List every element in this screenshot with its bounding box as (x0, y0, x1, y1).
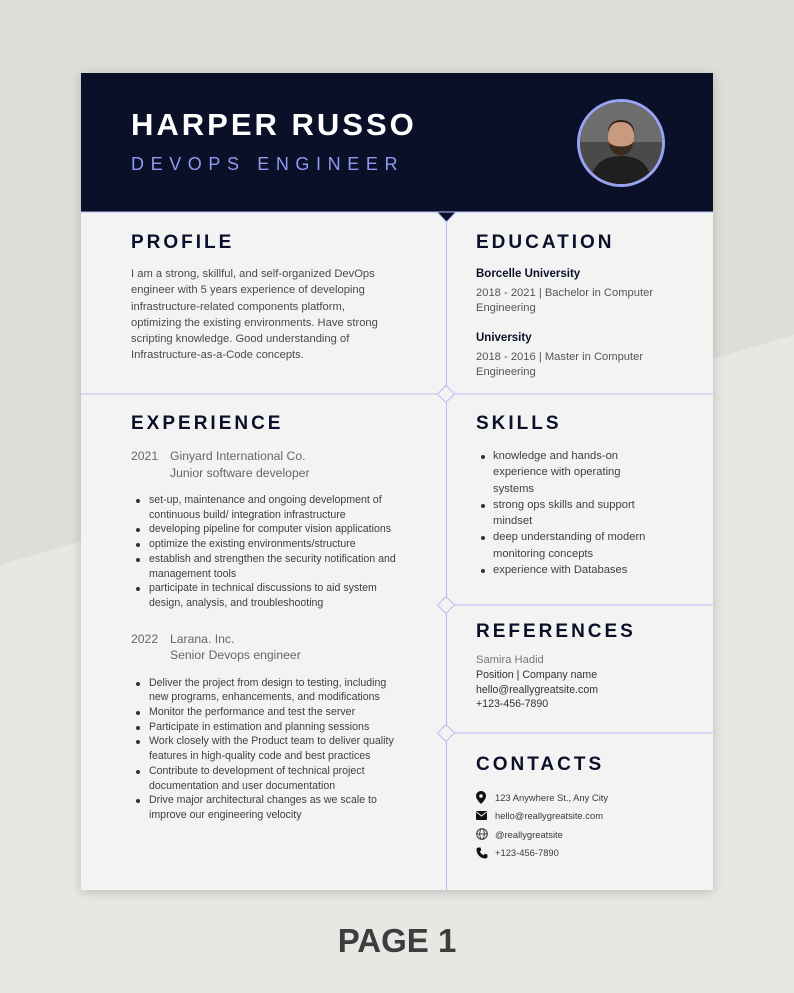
education-heading: EDUCATION (476, 232, 615, 253)
contact-website[interactable]: @reallygreatsite (476, 825, 706, 844)
candidate-name: HARPER RUSSO (131, 107, 417, 142)
job-entry (131, 631, 431, 823)
skill-item: knowledge and hands-on experience with operating systems (476, 448, 706, 497)
job-header (131, 631, 431, 664)
profile-text (131, 266, 431, 364)
education-item (476, 266, 706, 316)
job-company: Ginyard International Co. (170, 449, 306, 463)
experience-section (131, 413, 431, 823)
globe-icon (476, 828, 495, 840)
contacts-section (476, 754, 706, 862)
job-role: Senior Devops engineer (170, 648, 301, 663)
bullet-item: developing pipeline for computer vision applications (131, 522, 431, 537)
education-detail-line: 2018 - 2016 | Master in Computer (476, 351, 644, 363)
profile-line: I am a strong, skillful, and self-organized DevOps (131, 268, 375, 280)
location-pin-icon (476, 791, 495, 804)
job-header (131, 448, 431, 481)
bullet-item: participate in technical discussions to aid system design, analysis, and troubleshooting (131, 581, 431, 610)
experience-heading: EXPERIENCE (131, 413, 284, 434)
job-company: Larana. Inc. (170, 631, 235, 646)
job-bullets (131, 493, 431, 611)
profile-line: scripting knowledge. Good understanding of (131, 333, 350, 346)
job-year: 2022 (131, 631, 159, 646)
references-section (476, 621, 706, 712)
education-school: University (476, 332, 532, 344)
education-detail-line: Engineering (476, 302, 536, 314)
resume-page (81, 73, 713, 890)
contacts-list (476, 788, 706, 862)
reference-email: hello@reallygreatsite.com (476, 683, 599, 696)
profile-line: Infrastructure-as-a-Code concepts. (131, 349, 304, 362)
bullet-item: Drive major architectural changes as we scale to improve our engineering velocity (131, 793, 431, 822)
reference-name: Samira Hadid (476, 654, 544, 666)
job-bullets (131, 676, 431, 823)
bullet-item: Deliver the project from design to testing, including new programs, enhancements, and modifications (131, 676, 431, 705)
skills-section (476, 413, 706, 578)
bullet-item: Monitor the performance and test the server (131, 705, 431, 720)
bullet-item: optimize the existing environments/structure (131, 537, 431, 552)
skill-item: strong ops skills and support mindset (476, 497, 706, 530)
profile-heading: PROFILE (131, 232, 235, 253)
education-item (476, 330, 706, 380)
skills-list (476, 448, 706, 578)
profile-section (131, 232, 431, 364)
reference-phone: +123-456-7890 (476, 698, 549, 710)
candidate-title: DEVOPS ENGINEER (131, 154, 405, 174)
envelope-icon (476, 811, 495, 820)
education-section (476, 232, 706, 380)
phone-icon (476, 847, 495, 859)
job-role: Junior software developer (170, 465, 310, 480)
reference-position: Position | Company name (476, 669, 598, 681)
bullet-item: Participate in estimation and planning sessions (131, 720, 431, 735)
skill-item: experience with Databases (476, 562, 706, 578)
bullet-item: Contribute to development of technical project documentation and user documentation (131, 764, 431, 793)
references-heading: REFERENCES (476, 621, 636, 642)
job-entry (131, 448, 431, 611)
bullet-item: set-up, maintenance and ongoing development of continuous build/ integration infrastructure (131, 493, 431, 522)
profile-line: engineer with 5 years experience of developing (131, 284, 365, 297)
skill-item: deep understanding of modern monitoring concepts (476, 529, 706, 562)
bullet-item: establish and strengthen the security notification and management tools (131, 552, 431, 581)
page-label: PAGE 1 (337, 922, 457, 959)
profile-line: infrastructure-related components platform, (131, 300, 345, 313)
contact-email[interactable]: hello@reallygreatsite.com (476, 807, 706, 826)
skills-heading: SKILLS (476, 413, 562, 434)
contacts-heading: CONTACTS (476, 754, 605, 775)
education-detail-line: 2018 - 2021 | Bachelor in Computer (476, 287, 654, 299)
contact-phone[interactable]: +123-456-7890 (476, 844, 706, 863)
contact-address: 123 Anywhere St., Any City (476, 788, 706, 807)
education-school: Borcelle University (476, 268, 581, 280)
profile-line: optimizing the existing environments. Have strong (131, 316, 378, 329)
education-detail (476, 286, 706, 316)
bullet-item: Work closely with the Product team to deliver quality features in high-quality code and best practices (131, 734, 431, 763)
education-detail (476, 350, 706, 380)
education-detail-line: Engineering (476, 366, 536, 378)
job-year: 2021 (131, 449, 159, 463)
